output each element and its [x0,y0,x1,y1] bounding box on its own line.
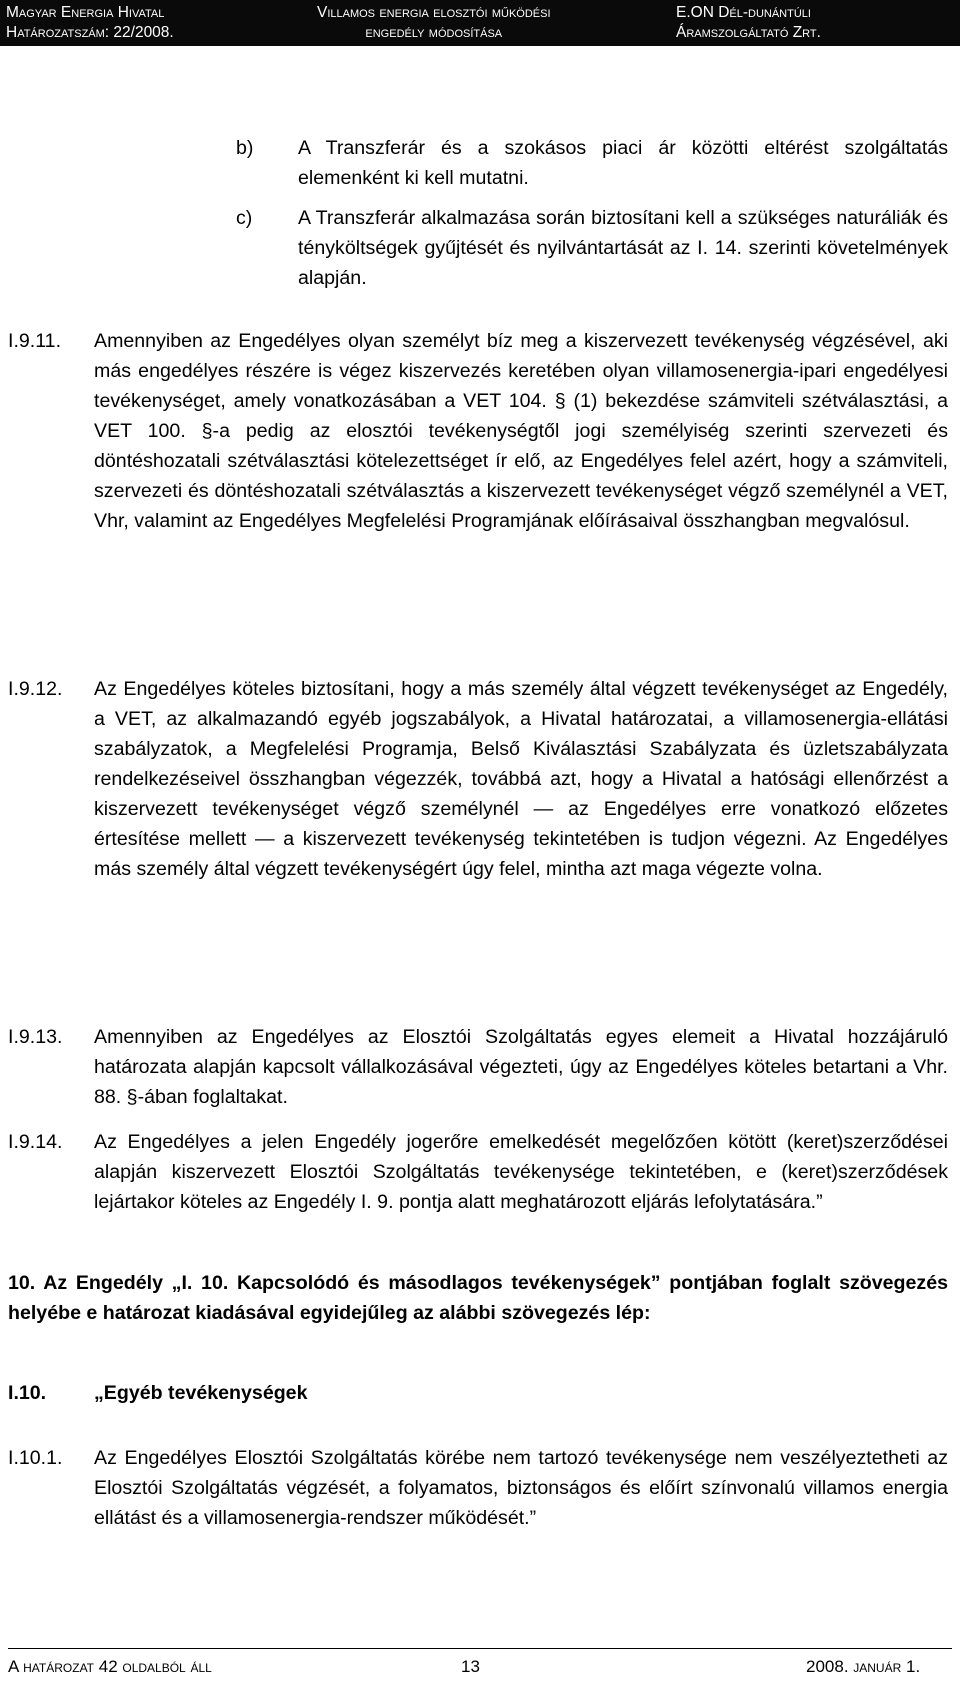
item-text-i-9-12: Az Engedélyes köteles biztosítani, hogy a más személy által végzett tevékenységet az Engedély, a VET, az alkalmazandó egyéb jogszabályok, a Hivatal határozatai, a villamosenergia-ellátási szabályzatok, a Megfelelési Programja, Belső Kiválasztási Szabályzata és üzletszabályzata rendelkezéseivel összhangban végezzék, továbbá azt, hogy a Hivatal a hatósági ellenőrzést a kiszervezett tevékenységet végző személynél — az Engedélyes erre vonatkozó előzetes értesítése mellett — a kiszervezett tevékenység tekintetében is tudjon végezni. Az Engedélyes más személy által végzett tevékenységért úgy felel, mintha azt maga végezte volna. [94,678,948,880]
item-text-i-9-13: Amennyiben az Engedélyes az Elosztói Szolgáltatás egyes elemeit a Hivatal hozzájáruló határozata alapján kapcsolt vállalkozásával végezteti, úgy az Engedélyes köteles betartani a Vhr. 88. §-ában foglaltakat. [94,1026,948,1108]
footer-page-count: A határozat 42 oldalból áll [8,1657,212,1676]
footer-page-number: 13 [461,1657,480,1676]
header-authority: Magyar Energia Hivatal [6,4,165,21]
item-label-b: b) [236,137,254,159]
header-company-line1: E.ON Dél-dunántúli [676,4,811,21]
item-label-i-9-11: I.9.11. [8,330,62,352]
section-10-paragraph: 10. Az Engedély „I. 10. Kapcsolódó és másodlagos tevékenységek” pontjában foglalt szövegezés helyébe e határozat kiadásával egyidejűleg az alábbi szövegezés lép: [8,1272,948,1324]
header-resolution-number: Határozatszám: 22/2008. [6,24,174,41]
item-text-i-9-11: Amennyiben az Engedélyes olyan személyt bíz meg a kiszervezett tevékenység végzésével, aki más engedélyes részére is végez kiszervezés keretében olyan villamosenergia-ipari engedélyesi tevékenységet, amely vonatkozásában a VET 104. § (1) bekezdése számviteli szétválasztási, a VET 100. §-a pedig az elosztói tevékenységtől jogi személyiség szerinti szervezeti és döntéshozatali szétválasztási kötelezettséget ír elő, az Engedélyes felel azért, hogy a számviteli, szervezeti és döntéshozatali szétválasztás a kiszervezett tevékenységet végző személynél a VET, Vhr, valamint az Engedélyes Megfelelési Programjának előírásaival összhangban megvalósul. [94,330,948,532]
header-subject-line2: engedély módosítása [365,24,503,41]
item-label-i-9-14: I.9.14. [8,1131,63,1153]
header-left [6,3,174,43]
item-label-i-10: I.10. [8,1382,47,1404]
footer-divider [8,1648,952,1649]
item-title-i-10: „Egyéb tevékenységek [94,1382,308,1404]
header-company-line2: Áramszolgáltató Zrt. [676,24,821,41]
item-text-i-9-14: Az Engedélyes a jelen Engedély jogerőre emelkedését megelőzően kötött (keret)szerződései alapján kiszervezett Elosztói Szolgáltatás tevékenysége tekintetében, e (keret)szerződések lejártakor köteles az Engedély I. 9. pontja alatt meghatározott eljárás lefolytatására.” [94,1131,948,1213]
item-label-i-10-1: I.10.1. [8,1447,63,1469]
item-text-c: A Transzferár alkalmazása során biztosítani kell a szükséges naturáliák és tényköltségek gyűjtését és nyilvántartását az I. 14. szerinti követelmények alapján. [298,207,948,289]
item-label-c: c) [236,207,253,229]
footer-date: 2008. január 1. [806,1657,921,1676]
item-text-b: A Transzferár és a szokásos piaci ár közötti eltérést szolgáltatás elemenként ki kell mutatni. [298,137,948,189]
header-center [317,3,551,43]
item-text-i-10-1: Az Engedélyes Elosztói Szolgáltatás körébe nem tartozó tevékenysége nem veszélyeztetheti az Elosztói Szolgáltatás végzését, a folyamatos, biztonságos és előírt színvonalú villamos energia ellátást és a villamosenergia-rendszer működését.” [94,1447,948,1529]
item-label-i-9-13: I.9.13. [8,1026,63,1048]
header-subject-line1: Villamos energia elosztói működési [317,4,551,21]
page-header [0,0,960,46]
item-label-i-9-12: I.9.12. [8,678,63,700]
header-right [676,3,821,43]
